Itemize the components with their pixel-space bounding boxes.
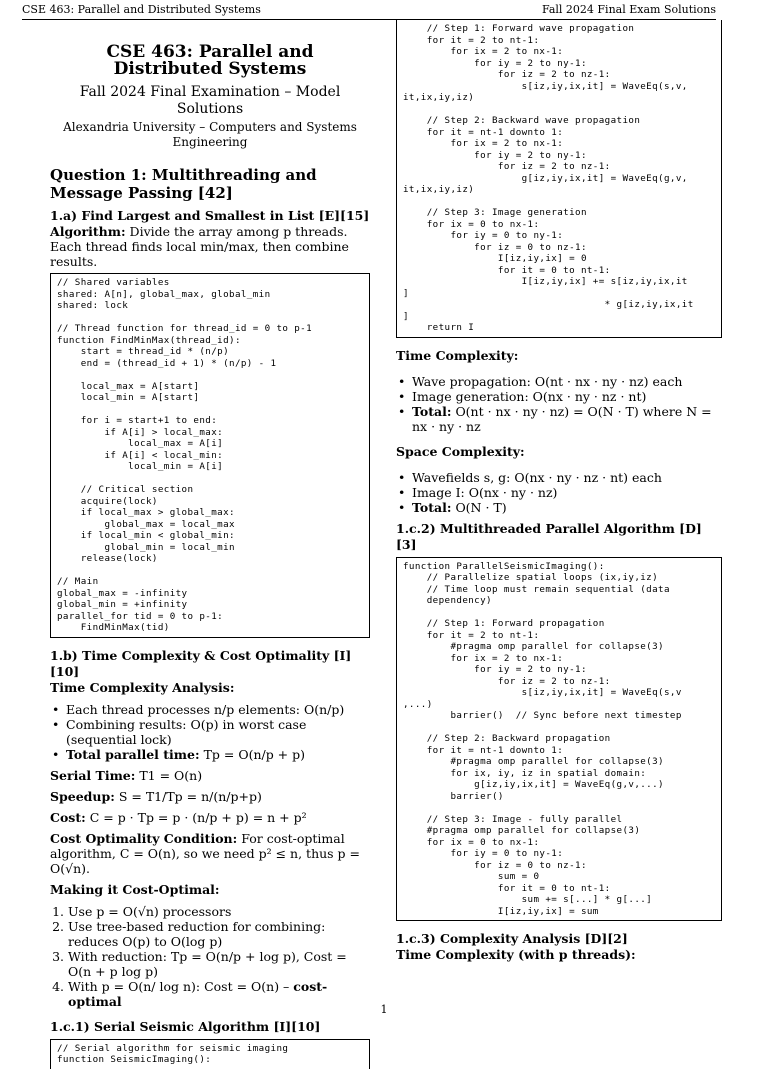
cost-optimality-condition: Cost Optimality Condition: For cost-optimal algorithm, C = O(n), so we need p² ≤ n, thus p = O(√n). [50, 830, 361, 876]
page-number: 1 [380, 1003, 388, 1016]
list-item: • Total: O(N · T) [410, 500, 722, 515]
list-item: 3. With reduction: Tp = O(n/p + log p), Cost = O(n + p log p) [68, 949, 370, 979]
list-item: • Each thread processes n/p elements: O(n/p) [64, 702, 370, 717]
cost: Cost: C = p · Tp = p · (n/p + p) = n + p² [50, 809, 307, 825]
header-course: CSE 463: Parallel and Distributed Systems [22, 3, 261, 16]
left-column [50, 28, 370, 1069]
seismic-code-block-cont: // Step 1: Forward wave propagation for it = 2 to nt-1: for ix = 2 to nx-1: for iy = 2 to ny-1: for iz = 2 to nz-1: s[iz,iy,ix,it] = WaveEq(s,v, it,ix,iy,iz) // Step 2: Backward wave propagation for it = nt-1 downto 1: for ix = 2 to nx-1: for iy = 2 to ny-1: for iz = 2 to nz-1: g[iz,iy,ix,it] = WaveEq(g,v, it,ix,iy,iz) // Step 3: Image generation for ix = 0 to nx-1: for iy = 0 to ny-1: for iz = 0 to nz-1: I[iz,iy,ix] = 0 for it = 0 to nt-1: I[iz,iy,ix] += s[iz,iy,ix,it ] * g[iz,iy,ix,it ] return I [396, 20, 722, 338]
right-column [396, 20, 722, 963]
list-item: • Image I: O(nx · ny · nz) [410, 485, 722, 500]
question-1-heading: Question 1: Multithreading and Message Passing [42] [50, 166, 317, 202]
parallel-code-block: function ParallelSeismicImaging(): // Parallelize spatial loops (ix,iy,iz) // Time loop must remain sequential (data dependency) // Step 1: Forward propagation for it = 2 to nt-1: #pragma omp parallel for collapse(3) for ix = 2 to nx-1: for iy = 2 to ny-1: for iz = 2 to nz-1: s[iz,iy,ix,it] = WaveEq(s,v ,...) barrier() // Sync before next timestep // Step 2: Backward propagation for it = nt-1 downto 1: #pragma omp parallel for collapse(3) for ix, iy, iz in spatial domain: g[iz,iy,ix,it] = WaveEq(g,v,...) barrier() // Step 3: Image - fully parallel #pragma omp parallel for collapse(3) for ix = 0 to nx-1: for iy = 0 to ny-1: for iz = 0 to nz-1: sum = 0 for it = 0 to nt-1: sum += s[...] * g[...] I[iz,iy,ix] = sum [396, 557, 722, 922]
list-item: • Total: O(nt · nx · ny · nz) = O(N · T) where N = nx · ny · nz [410, 404, 722, 434]
header-term: Fall 2024 Final Exam Solutions [541, 3, 716, 16]
section-1a-heading: 1.a) Find Largest and Smallest in List [E][15] [50, 208, 370, 223]
list-item: 4. With p = O(n/ log n): Cost = O(n) – cost-optimal [68, 979, 370, 1009]
algorithm-description [50, 224, 370, 269]
cost-optimal-steps [50, 904, 370, 1009]
list-item: • Wavefields s, g: O(nx · ny · nz · nt) each [410, 470, 722, 485]
algorithm-text: Divide the array among p threads. Each thread finds local min/max, then combine results. [50, 224, 349, 269]
section-1c1-heading: 1.c.1) Serial Seismic Algorithm [I][10] [50, 1018, 321, 1034]
list-item: • Combining results: O(p) in worst case (sequential lock) [64, 717, 370, 747]
list-item: 1. Use p = O(√n) processors [68, 904, 370, 919]
list-item: • Image generation: O(nx · ny · nz · nt) [410, 389, 722, 404]
time-complexity-heading: Time Complexity: [396, 347, 519, 363]
minmax-code-block: // Shared variables shared: A[n], global_max, global_min shared: lock // Thread function for thread_id = 0 to p-1 function FindMinMax(thread_id): start = thread_id * (n/p) end = (thread_id + 1) * (n/p) - 1 local_max = A[start] local_min = A[start] for i = start+1 to end: if A[i] > local_max: local_max = A[i] if A[i] < local_min: local_min = A[i] // Critical section acquire(lock) if local_max > global_max: global_max = local_max if local_min < global_min: global_min = local_min release(lock) // Main global_max = -infinity global_min = +infinity parallel_for tid = 0 to p-1: FindMinMax(tid) [50, 273, 370, 638]
section-1c2-heading: 1.c.2) Multithreaded Parallel Algorithm [D][3] [396, 520, 702, 552]
parallel-time-complexity-heading: Time Complexity (with p threads): [396, 947, 636, 962]
time-complexity-list [396, 374, 722, 434]
list-item: • Total parallel time: Tp = O(n/p + p) [64, 747, 370, 762]
seismic-code-block-start: // Serial algorithm for seismic imaging function SeismicImaging(): [50, 1039, 370, 1069]
running-header [22, 3, 716, 19]
document-title: CSE 463: Parallel and Distributed Systems [106, 42, 314, 79]
speedup: Speedup: S = T1/Tp = n/(n/p+p) [50, 788, 262, 804]
section-1c3-heading: 1.c.3) Complexity Analysis [D][2] [396, 931, 628, 946]
document-subtitle: Fall 2024 Final Examination – Model Solutions [79, 84, 341, 117]
serial-time: Serial Time: T1 = O(n) [50, 767, 203, 783]
list-item: 2. Use tree-based reduction for combining: reduces O(p) to O(log p) [68, 919, 370, 949]
section-1b-heading: 1.b) Time Complexity & Cost Optimality [I][10] [50, 647, 352, 679]
space-complexity-heading: Space Complexity: [396, 443, 525, 459]
algorithm-label: Algorithm: [50, 224, 126, 239]
list-item: • Wave propagation: O(nt · nx · ny · nz) each [410, 374, 722, 389]
tca-list [50, 702, 370, 762]
tca-heading: Time Complexity Analysis: [50, 679, 235, 695]
space-complexity-list [396, 470, 722, 515]
affiliation: Alexandria University – Computers and Systems Engineering [63, 120, 357, 149]
making-cost-optimal-heading: Making it Cost-Optimal: [50, 881, 220, 897]
